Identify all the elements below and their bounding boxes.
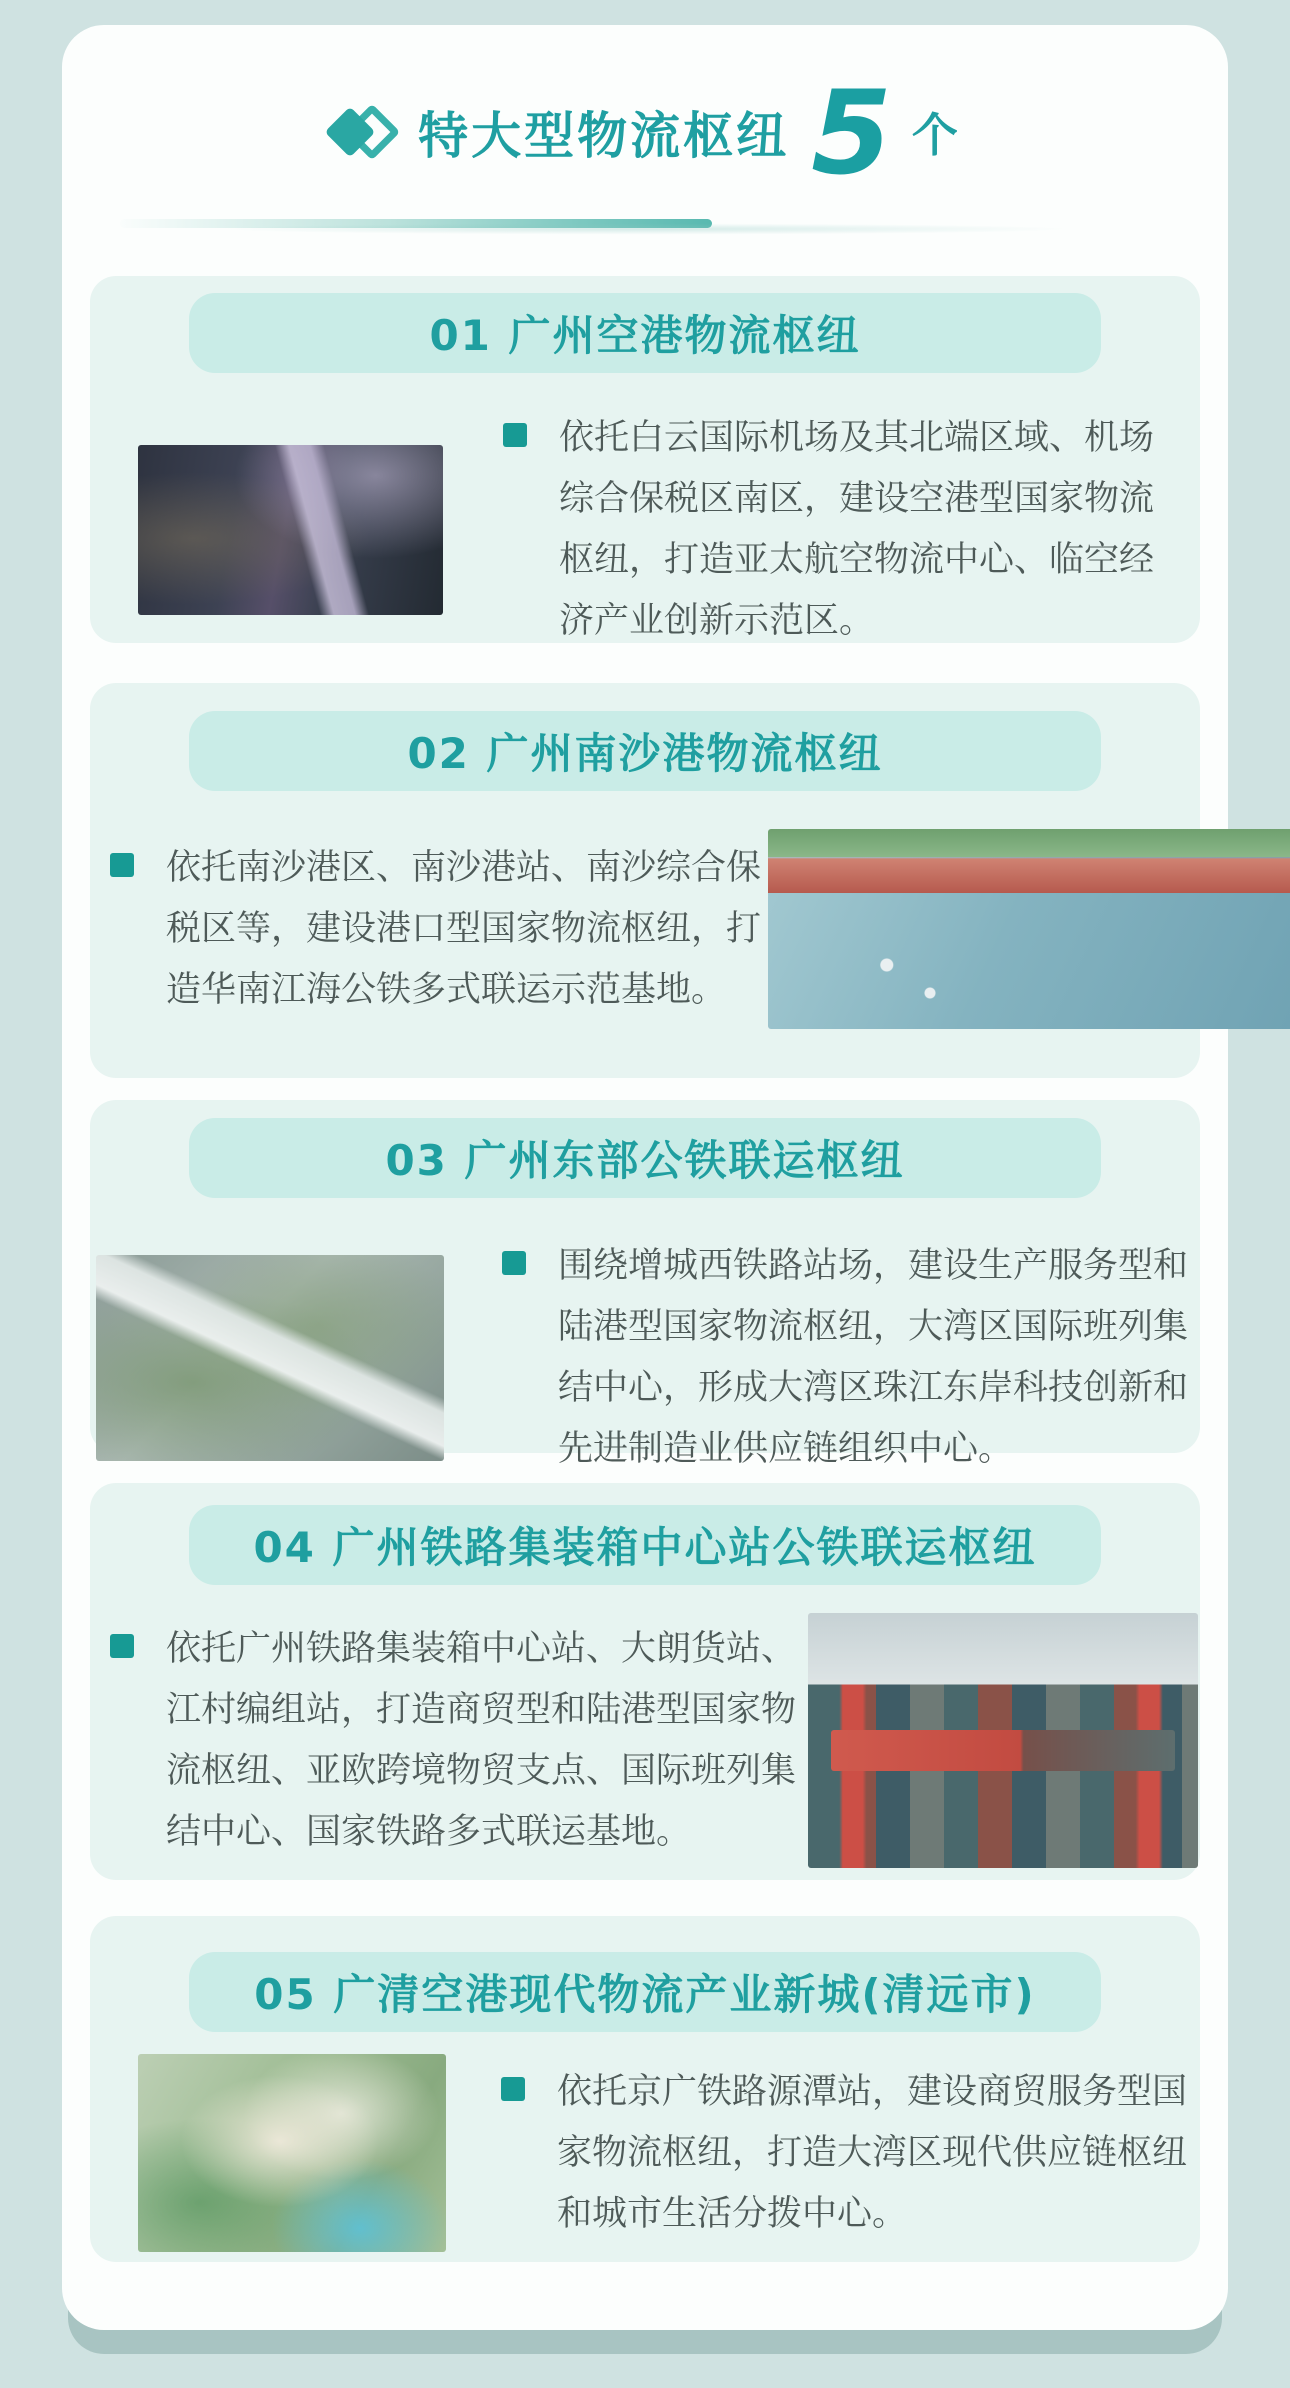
section-02-heading: 02 广州南沙港物流枢纽 bbox=[407, 729, 883, 778]
section-03-heading-pill bbox=[189, 1118, 1101, 1198]
section-01 bbox=[90, 276, 1200, 643]
section-02-body-text: 依托南沙港区、南沙港站、南沙综合保税区等，建设港口型国家物流枢纽，打造华南江海公铁多式联运示范基地。 bbox=[166, 847, 762, 1010]
qingyuan-new-city-map-photo bbox=[138, 2054, 446, 2252]
title-underline-glow bbox=[115, 222, 1175, 236]
bullet-square-icon bbox=[501, 2077, 525, 2101]
page-title bbox=[62, 25, 1228, 201]
bullet-square-icon bbox=[502, 1251, 526, 1275]
section-05-content bbox=[90, 2054, 1200, 2252]
section-02-body bbox=[110, 838, 768, 1021]
section-04-heading-pill bbox=[189, 1505, 1101, 1585]
section-03-body-text: 围绕增城西铁路站场，建设生产服务型和陆港型国家物流枢纽，大湾区国际班列集结中心，形成大湾区珠江东岸科技创新和先进制造业供应链组织中心。 bbox=[558, 1246, 1189, 1469]
section-05-body bbox=[501, 2062, 1194, 2245]
bullet-square-icon bbox=[110, 853, 134, 877]
hub-count-unit: 个 bbox=[911, 108, 958, 162]
section-05 bbox=[90, 1916, 1200, 2262]
hub-count: 5 bbox=[811, 65, 892, 201]
section-04-content bbox=[90, 1613, 1200, 1868]
rail-yard-rendering-photo bbox=[96, 1255, 444, 1461]
section-02-heading-pill bbox=[189, 711, 1101, 791]
nansha-port-aerial-photo bbox=[768, 829, 1290, 1029]
section-03-body bbox=[502, 1236, 1195, 1480]
section-01-body-text: 依托白云国际机场及其北端区域、机场综合保税区南区，建设空港型国家物流枢纽，打造亚太航空物流中心、临空经济产业创新示范区。 bbox=[559, 418, 1155, 641]
bullet-square-icon bbox=[503, 423, 527, 447]
poster-card bbox=[62, 25, 1228, 2330]
section-04-heading: 04 广州铁路集装箱中心站公铁联运枢纽 bbox=[253, 1523, 1037, 1572]
section-05-body-text: 依托京广铁路源潭站，建设商贸服务型国家物流枢纽，打造大湾区现代供应链枢纽和城市生活分拨中心。 bbox=[557, 2071, 1188, 2234]
section-04-body-text: 依托广州铁路集装箱中心站、大朗货站、江村编组站，打造商贸型和陆港型国家物流枢纽、亚欧跨境物贸支点、国际班列集结中心、国家铁路多式联运基地。 bbox=[166, 1628, 797, 1852]
section-01-content bbox=[90, 408, 1200, 652]
section-01-body bbox=[503, 408, 1161, 652]
title-diamonds-icon bbox=[332, 112, 392, 152]
airport-night-aerial-photo bbox=[138, 445, 443, 615]
section-05-heading-pill bbox=[189, 1952, 1101, 2032]
bullet-square-icon bbox=[110, 1634, 134, 1658]
section-03 bbox=[90, 1100, 1200, 1469]
section-04 bbox=[90, 1483, 1200, 1880]
section-01-heading-pill bbox=[189, 293, 1101, 373]
section-04-body bbox=[110, 1619, 803, 1863]
section-03-heading: 03 广州东部公铁联运枢纽 bbox=[385, 1136, 905, 1185]
section-02-content bbox=[90, 829, 1200, 1029]
container-terminal-cranes-photo bbox=[808, 1613, 1198, 1868]
section-03-content bbox=[90, 1236, 1200, 1480]
section-01-heading: 01 广州空港物流枢纽 bbox=[429, 311, 861, 360]
page-title-text: 特大型物流枢纽 bbox=[418, 107, 790, 165]
section-05-heading: 05 广清空港现代物流产业新城(清远市) bbox=[254, 1970, 1036, 2019]
section-02 bbox=[90, 683, 1200, 1078]
